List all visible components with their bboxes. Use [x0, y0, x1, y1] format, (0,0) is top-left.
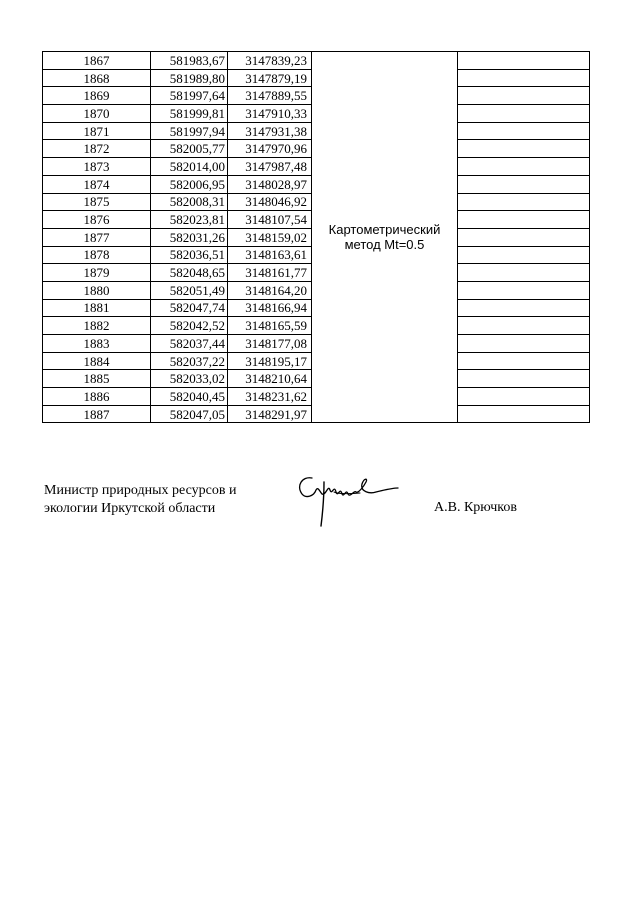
point-number-cell: 1877	[43, 228, 151, 246]
empty-cell	[458, 388, 590, 406]
point-number-cell: 1870	[43, 105, 151, 123]
x-coordinate-cell: 582033,02	[151, 370, 228, 388]
y-coordinate-cell: 3148177,08	[228, 335, 312, 353]
point-number-cell: 1878	[43, 246, 151, 264]
y-coordinate-cell: 3148165,59	[228, 317, 312, 335]
point-number-cell: 1872	[43, 140, 151, 158]
empty-cell	[458, 211, 590, 229]
x-coordinate-cell: 582005,77	[151, 140, 228, 158]
empty-cell	[458, 370, 590, 388]
y-coordinate-cell: 3148164,20	[228, 281, 312, 299]
empty-cell	[458, 335, 590, 353]
empty-cell	[458, 122, 590, 140]
signatory-name: А.В. Крючков	[434, 500, 517, 515]
empty-cell	[458, 281, 590, 299]
empty-cell	[458, 246, 590, 264]
point-number-cell: 1883	[43, 335, 151, 353]
y-coordinate-cell: 3148046,92	[228, 193, 312, 211]
point-number-cell: 1884	[43, 352, 151, 370]
y-coordinate-cell: 3148161,77	[228, 264, 312, 282]
method-line1: Картометрический	[328, 222, 441, 238]
point-number-cell: 1867	[43, 52, 151, 70]
x-coordinate-cell: 582014,00	[151, 158, 228, 176]
y-coordinate-cell: 3148028,97	[228, 175, 312, 193]
empty-cell	[458, 52, 590, 70]
x-coordinate-cell: 582037,44	[151, 335, 228, 353]
y-coordinate-cell: 3147910,33	[228, 105, 312, 123]
signatory-title-line1: Министр природных ресурсов и	[44, 483, 237, 498]
point-number-cell: 1879	[43, 264, 151, 282]
method-line2: метод Mt=0.5	[344, 237, 425, 253]
empty-cell	[458, 87, 590, 105]
x-coordinate-cell: 581989,80	[151, 69, 228, 87]
point-number-cell: 1887	[43, 405, 151, 423]
empty-cell	[458, 264, 590, 282]
coordinates-table	[42, 51, 590, 423]
point-number-cell: 1868	[43, 69, 151, 87]
empty-cell	[458, 405, 590, 423]
x-coordinate-cell: 582047,74	[151, 299, 228, 317]
y-coordinate-cell: 3148291,97	[228, 405, 312, 423]
x-coordinate-cell: 582051,49	[151, 281, 228, 299]
y-coordinate-cell: 3147879,19	[228, 69, 312, 87]
y-coordinate-cell: 3147931,38	[228, 122, 312, 140]
point-number-cell: 1869	[43, 87, 151, 105]
y-coordinate-cell: 3148231,62	[228, 388, 312, 406]
point-number-cell: 1873	[43, 158, 151, 176]
x-coordinate-cell: 582006,95	[151, 175, 228, 193]
method-cell	[312, 52, 458, 423]
x-coordinate-cell: 582047,05	[151, 405, 228, 423]
y-coordinate-cell: 3147987,48	[228, 158, 312, 176]
empty-cell	[458, 158, 590, 176]
point-number-cell: 1875	[43, 193, 151, 211]
point-number-cell: 1874	[43, 175, 151, 193]
x-coordinate-cell: 582023,81	[151, 211, 228, 229]
x-coordinate-cell: 582036,51	[151, 246, 228, 264]
empty-cell	[458, 175, 590, 193]
signature-icon	[294, 472, 404, 530]
x-coordinate-cell: 582008,31	[151, 193, 228, 211]
signatory-title-line2: экологии Иркутской области	[44, 501, 216, 516]
x-coordinate-cell: 581983,67	[151, 52, 228, 70]
x-coordinate-cell: 582031,26	[151, 228, 228, 246]
x-coordinate-cell: 581997,64	[151, 87, 228, 105]
y-coordinate-cell: 3147970,96	[228, 140, 312, 158]
x-coordinate-cell: 581997,94	[151, 122, 228, 140]
x-coordinate-cell: 582048,65	[151, 264, 228, 282]
point-number-cell: 1871	[43, 122, 151, 140]
x-coordinate-cell: 581999,81	[151, 105, 228, 123]
y-coordinate-cell: 3148166,94	[228, 299, 312, 317]
empty-cell	[458, 69, 590, 87]
table-row	[43, 52, 590, 70]
y-coordinate-cell: 3147839,23	[228, 52, 312, 70]
y-coordinate-cell: 3148163,61	[228, 246, 312, 264]
y-coordinate-cell: 3148107,54	[228, 211, 312, 229]
empty-cell	[458, 299, 590, 317]
point-number-cell: 1885	[43, 370, 151, 388]
coordinates-table-body	[43, 52, 590, 423]
empty-cell	[458, 193, 590, 211]
signatory-title	[44, 482, 236, 518]
empty-cell	[458, 317, 590, 335]
point-number-cell: 1882	[43, 317, 151, 335]
x-coordinate-cell: 582040,45	[151, 388, 228, 406]
y-coordinate-cell: 3148195,17	[228, 352, 312, 370]
point-number-cell: 1880	[43, 281, 151, 299]
y-coordinate-cell: 3147889,55	[228, 87, 312, 105]
handwritten-signature	[294, 472, 404, 535]
empty-cell	[458, 228, 590, 246]
x-coordinate-cell: 582042,52	[151, 317, 228, 335]
point-number-cell: 1881	[43, 299, 151, 317]
y-coordinate-cell: 3148159,02	[228, 228, 312, 246]
x-coordinate-cell: 582037,22	[151, 352, 228, 370]
y-coordinate-cell: 3148210,64	[228, 370, 312, 388]
empty-cell	[458, 352, 590, 370]
empty-cell	[458, 140, 590, 158]
empty-cell	[458, 105, 590, 123]
point-number-cell: 1876	[43, 211, 151, 229]
point-number-cell: 1886	[43, 388, 151, 406]
